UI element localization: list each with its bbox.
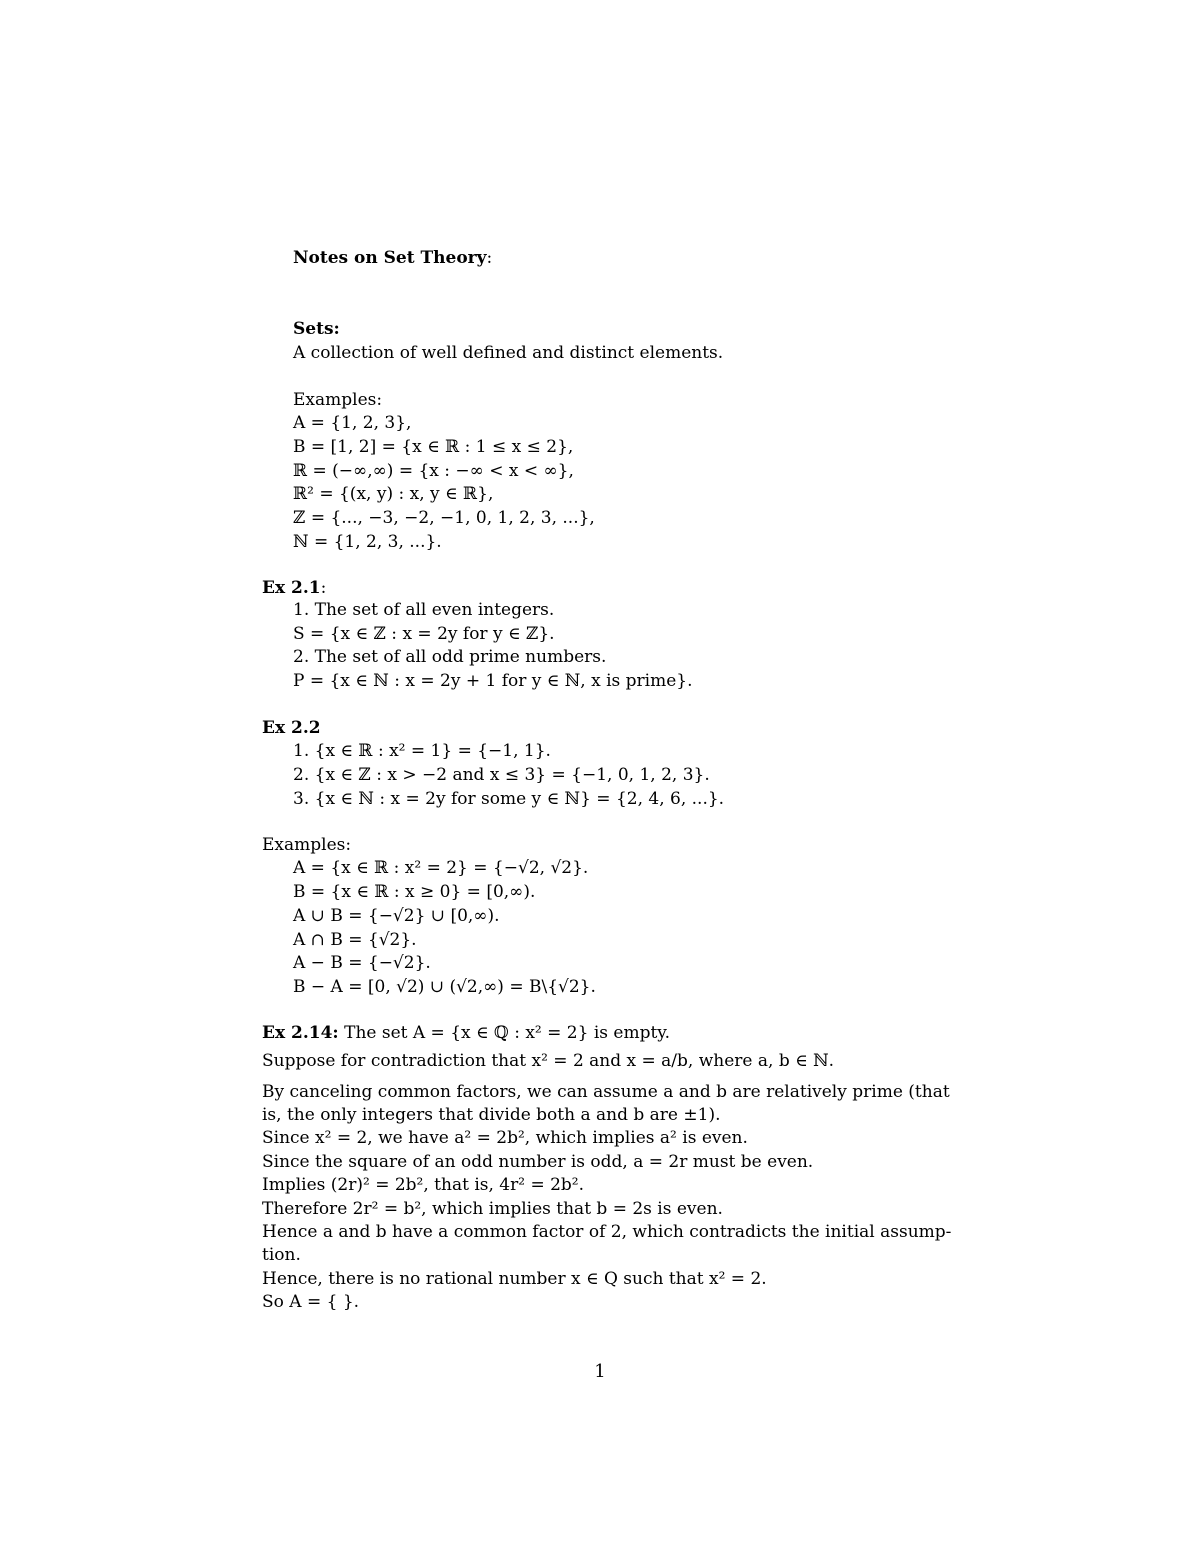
examples2-label: Examples: bbox=[262, 835, 352, 855]
proof-line: Implies (2r)² = 2b², that is, 4r² = 2b². bbox=[262, 1175, 585, 1195]
title-colon: : bbox=[486, 248, 493, 268]
sets-definition: A collection of well defined and distinct elements. bbox=[293, 343, 724, 363]
ex214-statement bbox=[262, 1022, 670, 1044]
ex21-line: 2. The set of all odd prime numbers. bbox=[293, 647, 607, 667]
set-example-line: ℝ² = {(x, y) : x, y ∈ ℝ}, bbox=[293, 484, 494, 504]
examples2-line: A ∩ B = {√2}. bbox=[293, 930, 417, 950]
ex22-line: 2. {x ∈ ℤ : x > −2 and x ≤ 3} = {−1, 0, 1, 2, 3}. bbox=[293, 765, 710, 785]
title-bold: Notes on Set Theory bbox=[293, 248, 487, 268]
examples2-line: A − B = {−√2}. bbox=[293, 953, 431, 973]
ex21-line: P = {x ∈ ℕ : x = 2y + 1 for y ∈ ℕ, x is prime}. bbox=[293, 671, 693, 691]
page-title bbox=[293, 247, 492, 269]
set-example-line: ℤ = {..., −3, −2, −1, 0, 1, 2, 3, ...}, bbox=[293, 508, 595, 528]
examples2-line: B = {x ∈ ℝ : x ≥ 0} = [0,∞). bbox=[293, 882, 536, 902]
ex21-heading bbox=[262, 577, 326, 599]
ex22-line: 1. {x ∈ ℝ : x² = 1} = {−1, 1}. bbox=[293, 741, 551, 761]
examples2-line: A ∪ B = {−√2} ∪ [0,∞). bbox=[293, 906, 500, 926]
set-example-line: B = [1, 2] = {x ∈ ℝ : 1 ≤ x ≤ 2}, bbox=[293, 437, 574, 457]
ex22-line: 3. {x ∈ ℕ : x = 2y for some y ∈ ℕ} = {2, 4, 6, ...}. bbox=[293, 789, 725, 809]
proof-line: Since x² = 2, we have a² = 2b², which implies a² is even. bbox=[262, 1128, 748, 1148]
proof-line: Hence, there is no rational number x ∈ Q such that x² = 2. bbox=[262, 1269, 767, 1289]
set-example-line: A = {1, 2, 3}, bbox=[293, 413, 412, 433]
set-example-line: ℕ = {1, 2, 3, ...}. bbox=[293, 532, 442, 552]
proof-line: Suppose for contradiction that x² = 2 and x = a/b, where a, b ∈ ℕ. bbox=[262, 1051, 835, 1071]
ex22-heading: Ex 2.2 bbox=[262, 718, 321, 738]
ex214-statement-text: The set A = {x ∈ ℚ : x² = 2} is empty. bbox=[344, 1023, 671, 1043]
proof-line: is, the only integers that divide both a and b are ±1). bbox=[262, 1105, 721, 1125]
ex21-heading-bold: Ex 2.1 bbox=[262, 578, 321, 598]
set-example-line: ℝ = (−∞,∞) = {x : −∞ < x < ∞}, bbox=[293, 461, 574, 481]
examples2-line: A = {x ∈ ℝ : x² = 2} = {−√2, √2}. bbox=[293, 858, 589, 878]
sets-examples-label: Examples: bbox=[293, 390, 383, 410]
sets-heading: Sets: bbox=[293, 319, 340, 339]
ex21-line: 1. The set of all even integers. bbox=[293, 600, 555, 620]
proof-line: By canceling common factors, we can assume a and b are relatively prime (that bbox=[262, 1082, 950, 1102]
proof-line: Since the square of an odd number is odd, a = 2r must be even. bbox=[262, 1152, 814, 1172]
ex21-line: S = {x ∈ ℤ : x = 2y for y ∈ ℤ}. bbox=[293, 624, 555, 644]
examples2-line: B − A = [0, √2) ∪ (√2,∞) = B\{√2}. bbox=[293, 977, 596, 997]
proof-line: Therefore 2r² = b², which implies that b = 2s is even. bbox=[262, 1199, 723, 1219]
proof-line: Hence a and b have a common factor of 2, which contradicts the initial assump- bbox=[262, 1222, 952, 1242]
proof-line: tion. bbox=[262, 1245, 301, 1265]
proof-line: So A = { }. bbox=[262, 1292, 360, 1312]
ex21-colon: : bbox=[320, 578, 327, 598]
ex214-heading: Ex 2.14: bbox=[262, 1023, 339, 1043]
page-number: 1 bbox=[594, 1361, 606, 1382]
